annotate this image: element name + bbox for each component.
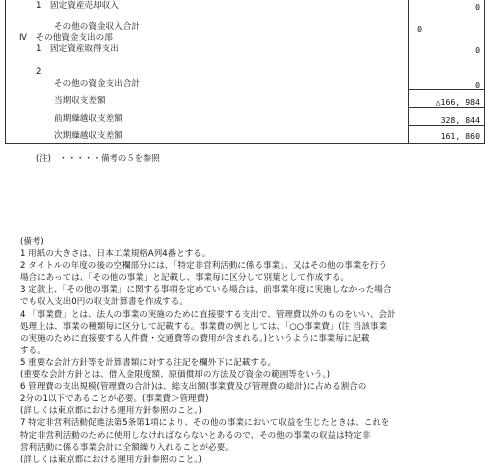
note-line: の実施のために直接要する人件費・交通費等の費用が含まれる。)というように事業毎に記載 — [20, 333, 370, 344]
row-fixed-asset-sale: 1 固定資産売却収入 — [36, 1, 119, 11]
value-fixed-asset-sale: 0 — [475, 2, 480, 12]
note-line: 2分の1以下であることが必要。(事業費＞管理費) — [20, 394, 209, 405]
row-other-income-total: その他の資金収入合計 — [54, 22, 140, 32]
value-next-carryover: 161, 860 — [440, 131, 480, 141]
row-current-balance: 当期収支差額 — [54, 96, 106, 106]
value-other-expense-total: 0 — [475, 80, 480, 90]
value-current-balance: △166, 984 — [435, 97, 480, 107]
row-divider-current — [408, 89, 485, 90]
note-line: 1 用紙の大きさは、日本工業規格A列4番とする。 — [20, 249, 211, 260]
value-other-income-total: 0 — [417, 24, 422, 34]
table-bottom-border — [5, 143, 485, 144]
row-prior-carryover: 前期繰越収支差額 — [54, 114, 123, 124]
notes-section — [20, 236, 496, 466]
table-footnote: (注) ・・・・・備考の５を参照 — [36, 153, 160, 163]
note-line: 2 タイトルの年度の後の空欄部分には、「特定非営利活動に係る事業」、又はその他の事業を行う — [20, 261, 387, 272]
table-left-border — [5, 0, 6, 143]
note-line: 5 重要な会計方針等を計算書類に対する注記を欄外下に記載する。 — [20, 357, 277, 368]
row-other-expense-total: その他の資金支出合計 — [54, 79, 140, 89]
row-next-carryover: 次期繰越収支差額 — [54, 131, 123, 141]
table-right-border — [484, 0, 485, 143]
section-other-expense: Ⅳ その他資金支出の部 — [19, 33, 113, 43]
notes-heading: (備考) — [20, 237, 44, 247]
note-line: 場合にあっては、「その他の事業」と記載し、事業毎に区分して別葉として作成する。 — [20, 273, 349, 284]
value-prior-carryover: 328, 844 — [440, 115, 480, 125]
value-fixed-asset-acquisition: 0 — [475, 45, 480, 55]
note-line: でも収入支出0円の収支計算書を作成する。 — [20, 297, 188, 308]
note-line: 処理上は、事業の種類毎に区分して記載する。事業費の例としては、「○○事業費」(注 当該事業 — [20, 321, 388, 332]
row-divider-next — [408, 125, 485, 126]
row-divider-prior — [408, 107, 485, 108]
note-line: (詳しくは東京都における運用方針参照のこと。) — [20, 454, 202, 465]
amount-column-divider — [408, 0, 409, 143]
note-line: 7 特定非営利活動促進法第5条第1項により、その他の事業において収益を生じたときは、これを — [20, 418, 390, 429]
note-line: (詳しくは東京都における運用方針参照のこと。) — [20, 406, 202, 417]
note-line: 3 定款上、「その他の事業」に関する事項を定めている場合は、前事業年度に実施しなかった場合 — [20, 285, 392, 296]
note-line: する。 — [20, 345, 46, 356]
note-line: 特定非営利活動のために使用しなければならないとあるので、その他の事業の収益は特定非 — [20, 430, 371, 441]
row-2-label: 2 — [36, 67, 42, 77]
note-line: 6 管理費の支出規模(管理費の合計)は、総支出額(事業費及び管理費の総計)に占める割合の — [20, 382, 367, 393]
note-line: 営利活動に係る事業会計に全額繰り入れることが必要。 — [20, 442, 234, 453]
row-fixed-asset-acquisition: 1 固定資産取得支出 — [36, 44, 119, 54]
note-line: 4 「事業費」とは、法人の事業の実施のために直接要する支出で、管理費以外のものをいい、会計 — [20, 309, 396, 320]
note-line: (重要な会計方針とは、借入金限度額、原価償却の方法及び資金の範囲等をいう。) — [20, 370, 331, 381]
